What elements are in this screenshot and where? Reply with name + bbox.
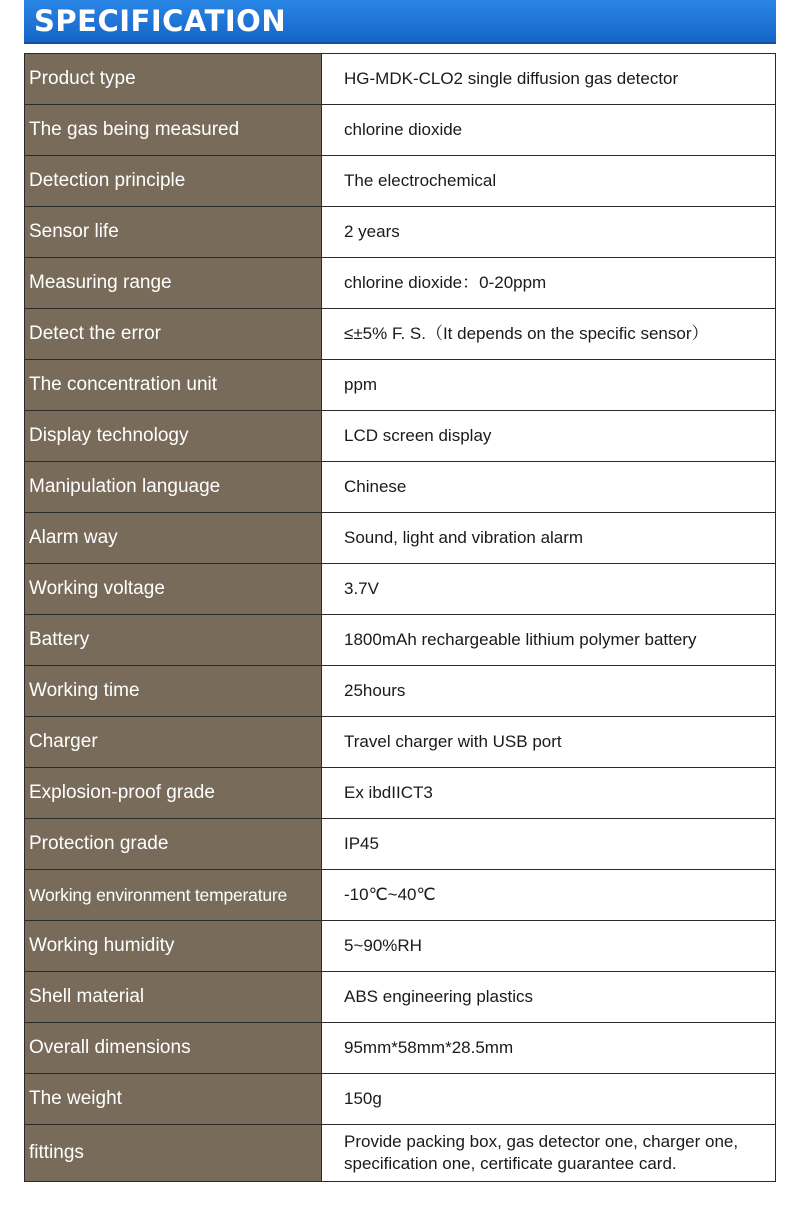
spec-value: ppm	[322, 360, 776, 411]
spec-label: Display technology	[25, 411, 322, 462]
spec-label: Battery	[25, 615, 322, 666]
spec-label: Working humidity	[25, 921, 322, 972]
spec-value: Chinese	[322, 462, 776, 513]
spec-label: Working environment temperature	[25, 870, 322, 921]
spec-row	[25, 513, 776, 564]
spec-row	[25, 411, 776, 462]
spec-label: Manipulation language	[25, 462, 322, 513]
spec-value: 2 years	[322, 207, 776, 258]
spec-row	[25, 309, 776, 360]
spec-label: Product type	[25, 54, 322, 105]
spec-value: Travel charger with USB port	[322, 717, 776, 768]
spec-value: chlorine dioxide：0-20ppm	[322, 258, 776, 309]
spec-value: chlorine dioxide	[322, 105, 776, 156]
spec-label: Detection principle	[25, 156, 322, 207]
spec-label: Measuring range	[25, 258, 322, 309]
spec-value: 1800mAh rechargeable lithium polymer battery	[322, 615, 776, 666]
spec-row	[25, 564, 776, 615]
spec-value: 3.7V	[322, 564, 776, 615]
spec-row	[25, 462, 776, 513]
spec-label: Working time	[25, 666, 322, 717]
spec-row	[25, 1125, 776, 1182]
spec-row	[25, 207, 776, 258]
spec-row	[25, 1023, 776, 1074]
spec-value: HG-MDK-CLO2 single diffusion gas detector	[322, 54, 776, 105]
spec-label: The concentration unit	[25, 360, 322, 411]
spec-row	[25, 921, 776, 972]
spec-label: Overall dimensions	[25, 1023, 322, 1074]
specification-banner	[24, 0, 776, 44]
spec-row	[25, 819, 776, 870]
spec-value: 25hours	[322, 666, 776, 717]
spec-label: Explosion-proof grade	[25, 768, 322, 819]
spec-value: 5~90%RH	[322, 921, 776, 972]
spec-row	[25, 615, 776, 666]
spec-row	[25, 870, 776, 921]
spec-value: IP45	[322, 819, 776, 870]
spec-value: LCD screen display	[322, 411, 776, 462]
spec-label: Sensor life	[25, 207, 322, 258]
spec-value: -10℃~40℃	[322, 870, 776, 921]
spec-row	[25, 54, 776, 105]
spec-value: The electrochemical	[322, 156, 776, 207]
spec-row	[25, 105, 776, 156]
spec-row	[25, 768, 776, 819]
spec-row	[25, 1074, 776, 1125]
spec-label: Shell material	[25, 972, 322, 1023]
spec-value: ABS engineering plastics	[322, 972, 776, 1023]
spec-row	[25, 717, 776, 768]
spec-label: The weight	[25, 1074, 322, 1125]
spec-table	[24, 53, 776, 1182]
spec-label: fittings	[25, 1125, 322, 1182]
spec-value: Sound, light and vibration alarm	[322, 513, 776, 564]
spec-label: Alarm way	[25, 513, 322, 564]
spec-label: The gas being measured	[25, 105, 322, 156]
spec-label: Detect the error	[25, 309, 322, 360]
spec-row	[25, 360, 776, 411]
banner-title: SPECIFICATION	[34, 4, 287, 38]
spec-value: Provide packing box, gas detector one, charger one, specification one, certificate guarantee card.	[322, 1125, 776, 1182]
spec-row	[25, 666, 776, 717]
spec-label: Charger	[25, 717, 322, 768]
spec-value: Ex ibdIICT3	[322, 768, 776, 819]
spec-label: Protection grade	[25, 819, 322, 870]
spec-row	[25, 258, 776, 309]
spec-value: 150g	[322, 1074, 776, 1125]
spec-label: Working voltage	[25, 564, 322, 615]
spec-row	[25, 972, 776, 1023]
spec-value: ≤±5% F. S.（It depends on the specific sensor）	[322, 309, 776, 360]
spec-value: 95mm*58mm*28.5mm	[322, 1023, 776, 1074]
spec-row	[25, 156, 776, 207]
